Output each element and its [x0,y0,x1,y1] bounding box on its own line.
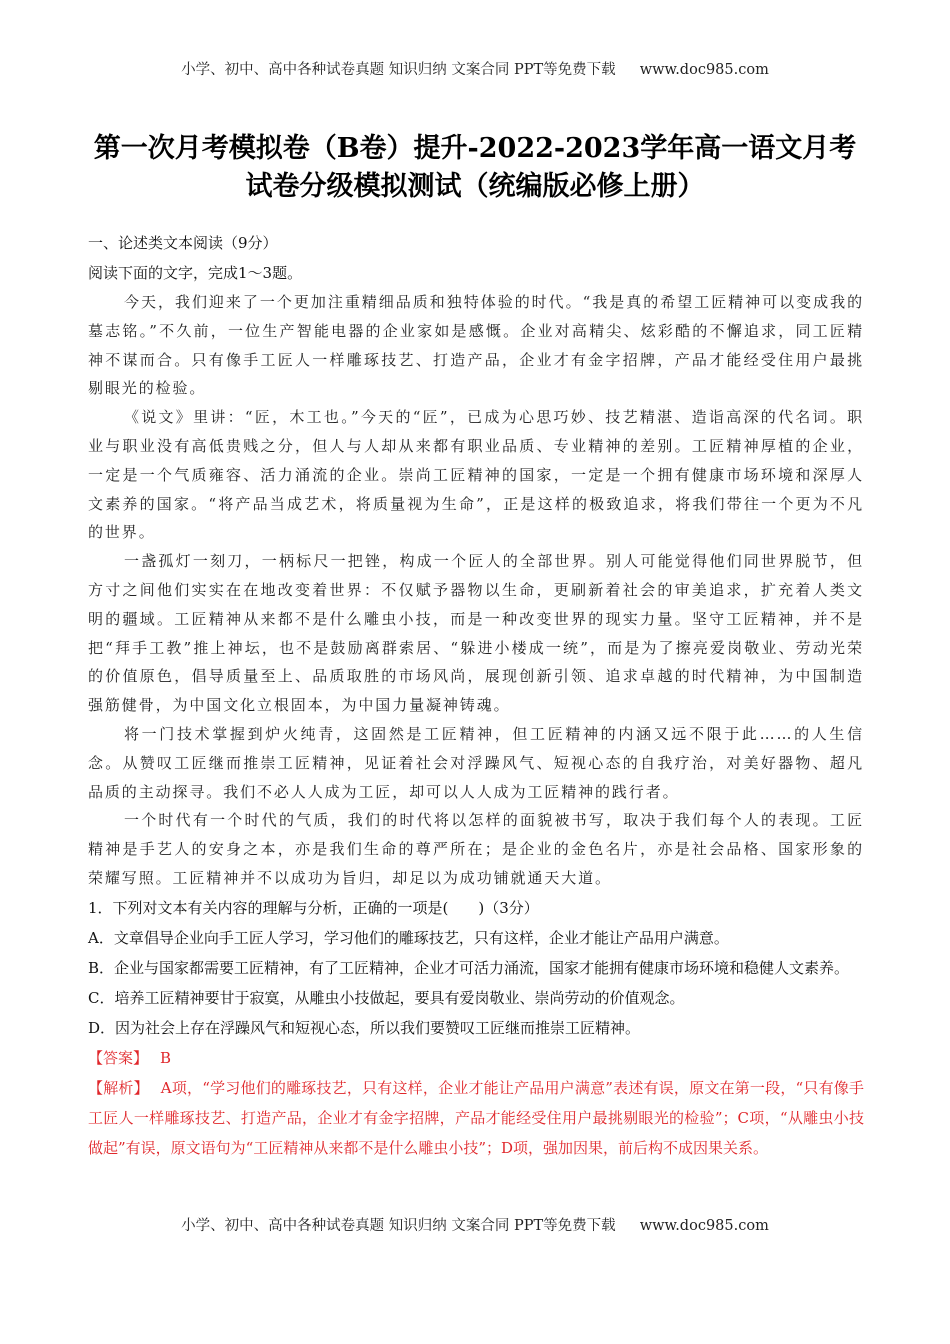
analysis-label: 【解析】 [88,1078,149,1097]
analysis-text: A项，“学习他们的雕琢技艺，只有这样，企业才能让产品用户满意”表述有误，原文在第一段，“只有像手工匠人一样雕琢技艺、打造产品，企业才有金字招牌，产品才能经受住用户最挑剔眼光的检验”；C项，“从雕虫小技做起”有误，原文语句为“工匠精神从来都不是什么雕虫小技”；D项，强加因果，前后构不成因果关系。 [88,1078,864,1157]
footer-text: 小学、初中、高中各种试卷真题 知识归纳 文案合同 PPT等免费下载 [181,1218,616,1234]
paragraph: 一盏孤灯一刻刀，一柄标尺一把锉，构成一个匠人的全部世界。别人可能觉得他们同世界脱节，但方寸之间他们实实在在地改变着世界：不仅赋予器物以生命，更刷新着社会的审美追求，扩充着人类文明的疆域。工匠精神从来都不是什么雕虫小技，而是一种改变世界的现实力量。坚守工匠精神，并不是把“拜手工教”推上神坛，也不是鼓励离群索居、“躲进小楼成一统”，而是为了擦亮爱岗敬业、劳动光荣的价值原色，倡导质量至上、品质取胜的市场风尚，展现创新引领、追求卓越的时代精神，为中国制造强筋健骨，为中国文化立根固本，为中国力量凝神铸魂。 [88,552,864,715]
analysis [88,1073,864,1163]
header-url[interactable]: www.doc985.com [639,62,769,78]
header-text: 小学、初中、高中各种试卷真题 知识归纳 文案合同 PPT等免费下载 [181,62,616,78]
answer-label: 【答案】 [88,1048,149,1067]
document-body [88,228,864,1163]
section-instruction: 阅读下面的文字，完成1～3题。 [88,264,303,282]
paragraph: 将一门技术掌握到炉火纯青，这固然是工匠精神，但工匠精神的内涵又远不限于此……的人生信念。从赞叹工匠继而推崇工匠精神，见证着社会对浮躁风气、短视心态的自我疗治，对美好器物、超凡品质的主动探寻。我们不必人人成为工匠，却可以人人成为工匠精神的践行者。 [88,724,864,801]
option-b: B．企业与国家都需要工匠精神，有了工匠精神，企业才可活力涌流，国家才能拥有健康市场环境和稳健人文素养。 [88,958,850,977]
question-stem: 1．下列对文本有关内容的理解与分析，正确的一项是( )（3分） [88,898,539,917]
answer-value: B [160,1048,172,1067]
section-heading: 一、论述类文本阅读（9分） [88,234,278,252]
option-d: D．因为社会上存在浮躁风气和短视心态，所以我们要赞叹工匠继而推崇工匠精神。 [88,1018,641,1037]
paragraph: 今天，我们迎来了一个更加注重精细品质和独特体验的时代。“我是真的希望工匠精神可以变成我的墓志铭。”不久前，一位生产智能电器的企业家如是感慨。企业对高精尖、炫彩酷的不懈追求，同工匠精神不谋而合。只有像手工匠人一样雕琢技艺、打造产品，企业才有金字招牌，产品才能经受住用户最挑剔眼光的检验。 [88,293,864,398]
title-line-1: 第一次月考模拟卷（B卷）提升-2022-2023学年高一语文月考 [93,133,857,164]
option-a: A．文章倡导企业向手工匠人学习，学习他们的雕琢技艺，只有这样，企业才能让产品用户满意。 [88,928,729,947]
title-line-2: 试卷分级模拟测试（统编版必修上册） [245,171,705,202]
page-header [0,58,950,79]
option-c: C．培养工匠精神要甘于寂寞，从雕虫小技做起，要具有爱岗敬业、崇尚劳动的价值观念。 [88,988,685,1007]
paragraph: 一个时代有一个时代的气质，我们的时代将以怎样的面貌被书写，取决于我们每个人的表现。工匠精神是手艺人的安身之本，亦是我们生命的尊严所在；是企业的金色名片，亦是社会品格、国家形象的荣耀写照。工匠精神并不以成功为旨归，却足以为成功铺就通天大道。 [88,811,864,887]
paragraph: 《说文》里讲：“匠，木工也。”今天的“匠”，已成为心思巧妙、技艺精湛、造诣高深的代名词。职业与职业没有高低贵贱之分，但人与人却从来都有职业品质、专业精神的差别。工匠精神厚植的企业，一定是一个气质雍容、活力涌流的企业。崇尚工匠精神的国家，一定是一个拥有健康市场环境和深厚人文素养的国家。“将产品当成艺术，将质量视为生命”，正是这样的极致追求，将我们带往一个更为不凡的世界。 [88,408,864,542]
answer [88,1043,864,1073]
document-title [60,130,890,206]
page-footer [0,1214,950,1235]
footer-url[interactable]: www.doc985.com [639,1218,769,1234]
